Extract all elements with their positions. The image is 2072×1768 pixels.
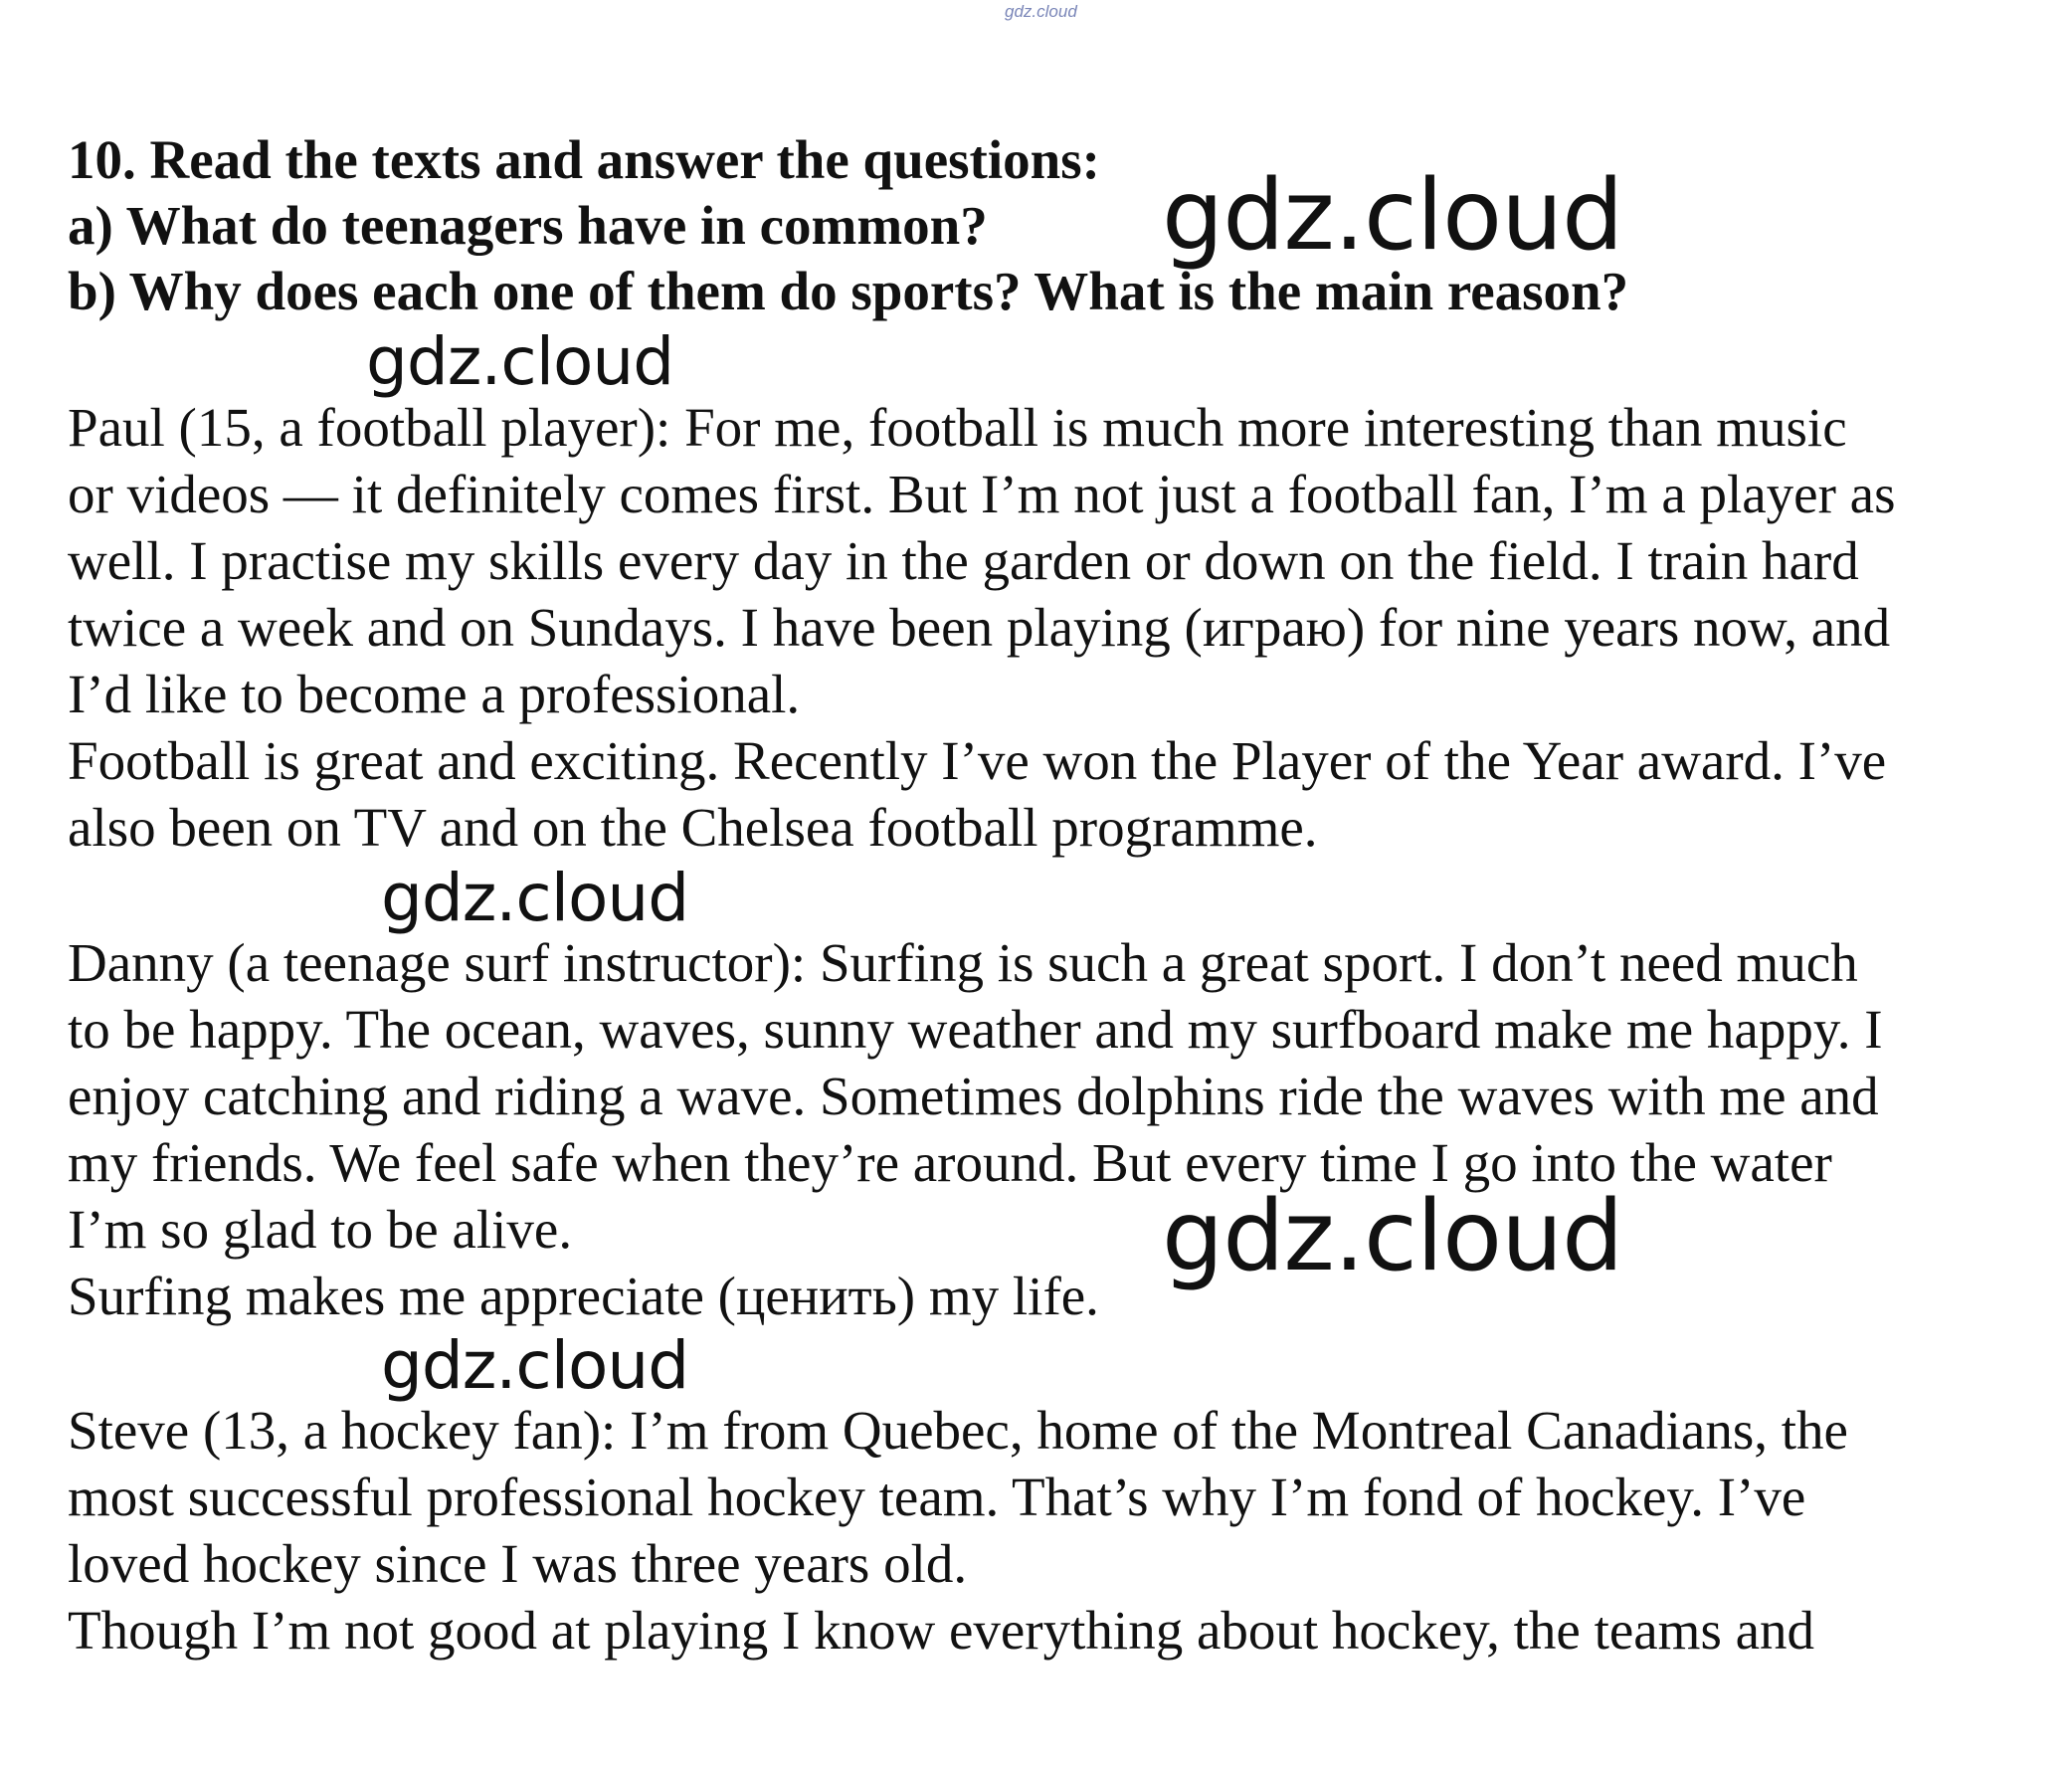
steve-line: loved hockey since I was three years old. xyxy=(68,1533,968,1594)
watermark-small-1: gdz.cloud xyxy=(366,323,674,400)
watermark-small-3: gdz.cloud xyxy=(381,1327,689,1404)
paul-line: twice a week and on Sundays. I have been playing (играю) for nine years now, and xyxy=(68,597,1891,658)
paul-line: also been on TV and on the Chelsea football programme. xyxy=(68,797,1318,858)
paul-line: Paul (15, a football player): For me, football is much more interesting than music xyxy=(68,397,1847,458)
watermark-large-bottom: gdz.cloud xyxy=(1162,1180,1623,1293)
steve-line: Though I’m not good at playing I know everything about hockey, the teams and xyxy=(68,1600,1815,1661)
danny-line: Danny (a teenage surf instructor): Surfing is such a great sport. I don’t need much xyxy=(68,932,1858,993)
danny-line: to be happy. The ocean, waves, sunny weather and my surfboard make me happy. I xyxy=(68,999,1883,1060)
danny-line: Surfing makes me appreciate (ценить) my life. xyxy=(68,1266,1099,1326)
watermark-small-2: gdz.cloud xyxy=(381,860,689,936)
paul-line: I’d like to become a professional. xyxy=(68,664,801,724)
danny-line: enjoy catching and riding a wave. Sometimes dolphins ride the waves with me and xyxy=(68,1066,1879,1126)
task-title: 10. Read the texts and answer the questions: xyxy=(68,129,1100,190)
danny-line: I’m so glad to be alive. xyxy=(68,1199,573,1260)
steve-line: Steve (13, a hockey fan): I’m from Quebec, home of the Montreal Canadians, the xyxy=(68,1400,1848,1461)
paul-line: well. I practise my skills every day in the garden or down on the field. I train hard xyxy=(68,530,1859,591)
paul-line: Football is great and exciting. Recently I’ve won the Player of the Year award. I’ve xyxy=(68,730,1887,791)
watermark-large-top: gdz.cloud xyxy=(1162,159,1623,273)
danny-line: my friends. We feel safe when they’re around. But every time I go into the water xyxy=(68,1132,1832,1193)
paul-line: or videos — it definitely comes first. But I’m not just a football fan, I’m a player as xyxy=(68,464,1896,524)
top-watermark: gdz.cloud xyxy=(1005,2,1077,21)
question-a: a) What do teenagers have in common? xyxy=(68,195,988,256)
steve-line: most successful professional hockey team. That’s why I’m fond of hockey. I’ve xyxy=(68,1467,1806,1527)
question-b: b) Why does each one of them do sports? What is the main reason? xyxy=(68,261,1629,321)
